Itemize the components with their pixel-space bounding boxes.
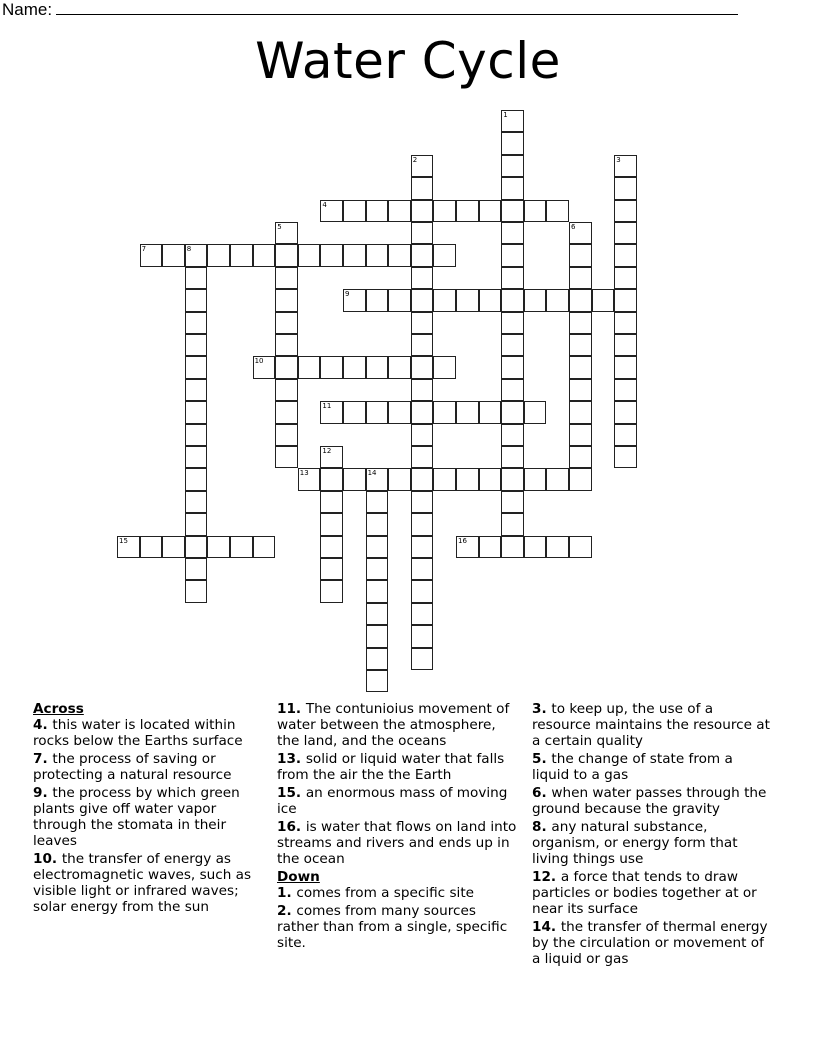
clue-down-5: 5. the change of state from a liquid to a gas xyxy=(532,751,733,783)
grid-cell[interactable] xyxy=(411,536,434,558)
grid-cell[interactable] xyxy=(411,244,434,266)
grid-cell[interactable] xyxy=(614,424,637,446)
grid-cell[interactable] xyxy=(320,446,343,468)
grid-cell[interactable] xyxy=(569,267,592,289)
grid-cell[interactable] xyxy=(614,401,637,423)
clues-column-3 xyxy=(532,701,772,969)
grid-cell[interactable] xyxy=(411,289,434,311)
clues-column-1 xyxy=(33,701,273,917)
grid-cell[interactable] xyxy=(320,558,343,580)
grid-cell[interactable] xyxy=(275,379,298,401)
clue-across-10: 10. the transfer of energy as electromagnetic waves, such as visible light or infrared waves; solar energy from the sun xyxy=(33,851,252,915)
down-heading: Down xyxy=(277,869,320,885)
grid-cell[interactable] xyxy=(614,200,637,222)
grid-cell[interactable] xyxy=(433,289,456,311)
grid-cell[interactable] xyxy=(253,356,276,378)
grid-cell[interactable] xyxy=(479,536,502,558)
grid-cell[interactable] xyxy=(388,289,411,311)
clue-down-8: 8. any natural substance, organism, or energy form that living things use xyxy=(532,819,738,867)
grid-cell[interactable] xyxy=(343,401,366,423)
grid-cell[interactable] xyxy=(343,468,366,490)
grid-cell[interactable] xyxy=(230,536,253,558)
grid-cell[interactable] xyxy=(185,468,208,490)
grid-cell[interactable] xyxy=(479,401,502,423)
grid-cell[interactable] xyxy=(366,289,389,311)
grid-cell[interactable] xyxy=(411,155,434,177)
clue-number: 13 xyxy=(277,751,296,767)
grid-cell[interactable] xyxy=(569,356,592,378)
clue-text: the change of state from a liquid to a gas xyxy=(532,751,733,783)
grid-cell[interactable] xyxy=(411,200,434,222)
grid-cell[interactable] xyxy=(546,536,569,558)
grid-cell[interactable] xyxy=(569,289,592,311)
grid-cell[interactable] xyxy=(162,536,185,558)
grid-cell[interactable] xyxy=(569,446,592,468)
grid-cell[interactable] xyxy=(411,401,434,423)
grid-cell[interactable] xyxy=(456,200,479,222)
grid-cell[interactable] xyxy=(185,356,208,378)
grid-cell[interactable] xyxy=(366,468,389,490)
grid-cell[interactable] xyxy=(366,244,389,266)
grid-cell[interactable] xyxy=(569,379,592,401)
grid-cell[interactable] xyxy=(614,267,637,289)
grid-cell[interactable] xyxy=(433,468,456,490)
clues-column-2 xyxy=(277,701,517,953)
grid-cell[interactable] xyxy=(546,468,569,490)
grid-cell[interactable] xyxy=(501,200,524,222)
grid-cell[interactable] xyxy=(411,625,434,647)
grid-cell[interactable] xyxy=(185,491,208,513)
grid-cell[interactable] xyxy=(185,558,208,580)
grid-cell[interactable] xyxy=(411,267,434,289)
cell-number: 15 xyxy=(119,536,128,545)
grid-cell[interactable] xyxy=(411,379,434,401)
grid-cell[interactable] xyxy=(614,244,637,266)
grid-cell[interactable] xyxy=(298,468,321,490)
grid-cell[interactable] xyxy=(298,356,321,378)
grid-cell[interactable] xyxy=(524,200,547,222)
grid-cell[interactable] xyxy=(343,244,366,266)
grid-cell[interactable] xyxy=(343,356,366,378)
clue-number: 9 xyxy=(33,785,43,801)
clue-number: 1 xyxy=(277,885,287,901)
grid-cell[interactable] xyxy=(569,312,592,334)
grid-cell[interactable] xyxy=(366,558,389,580)
grid-cell[interactable] xyxy=(614,177,637,199)
grid-cell[interactable] xyxy=(501,177,524,199)
clue-down-14: 14. the transfer of thermal energy by the circulation or movement of a liquid or gas xyxy=(532,919,768,967)
grid-cell[interactable] xyxy=(253,244,276,266)
grid-cell[interactable] xyxy=(501,222,524,244)
grid-cell[interactable] xyxy=(320,536,343,558)
grid-cell[interactable] xyxy=(411,513,434,535)
cell-number: 14 xyxy=(367,469,377,478)
grid-cell[interactable] xyxy=(117,536,140,558)
grid-cell[interactable] xyxy=(366,536,389,558)
grid-cell[interactable] xyxy=(456,401,479,423)
grid-cell[interactable] xyxy=(614,334,637,356)
grid-cell[interactable] xyxy=(501,334,524,356)
page-title: Water Cycle xyxy=(255,32,561,90)
grid-cell[interactable] xyxy=(185,424,208,446)
cell-number: 6 xyxy=(571,223,576,231)
grid-cell[interactable] xyxy=(298,244,321,266)
grid-cell[interactable] xyxy=(185,580,208,602)
clue-across-7: 7. the process of saving or protecting a natural resource xyxy=(33,751,232,783)
grid-cell[interactable] xyxy=(388,356,411,378)
clue-text: this water is located within rocks below the Earths surface xyxy=(33,717,243,749)
grid-cell[interactable] xyxy=(185,289,208,311)
grid-cell[interactable] xyxy=(501,267,524,289)
grid-cell[interactable] xyxy=(569,401,592,423)
grid-cell[interactable] xyxy=(501,110,524,132)
grid-cell[interactable] xyxy=(569,424,592,446)
clue-text: the transfer of thermal energy by the circulation or movement of a liquid or gas xyxy=(532,919,768,967)
clue-down-1: 1. comes from a specific site xyxy=(277,885,475,901)
clue-across-4: 4. this water is located within rocks below the Earths surface xyxy=(33,717,243,749)
clue-text: comes from a specific site xyxy=(296,885,475,901)
grid-cell[interactable] xyxy=(501,312,524,334)
grid-cell[interactable] xyxy=(162,244,185,266)
grid-cell[interactable] xyxy=(479,468,502,490)
name-field[interactable] xyxy=(2,0,738,20)
grid-cell[interactable] xyxy=(320,580,343,602)
grid-cell[interactable] xyxy=(343,200,366,222)
grid-cell[interactable] xyxy=(388,200,411,222)
cell-number: 1 xyxy=(503,111,508,119)
grid-cell[interactable] xyxy=(501,424,524,446)
grid-cell[interactable] xyxy=(320,200,343,222)
cell-number: 9 xyxy=(345,290,350,299)
grid-cell[interactable] xyxy=(275,222,298,244)
grid-cell[interactable] xyxy=(366,603,389,625)
clue-number: 16 xyxy=(277,819,296,835)
grid-cell[interactable] xyxy=(185,379,208,401)
grid-cell[interactable] xyxy=(320,244,343,266)
clue-across-15: 15. an enormous mass of moving ice xyxy=(277,785,508,817)
clue-number: 2 xyxy=(277,903,287,919)
clue-number: 6 xyxy=(532,785,542,801)
grid-cell[interactable] xyxy=(185,513,208,535)
grid-cell[interactable] xyxy=(614,379,637,401)
grid-cell[interactable] xyxy=(185,267,208,289)
grid-cell[interactable] xyxy=(275,424,298,446)
grid-cell[interactable] xyxy=(433,200,456,222)
grid-cell[interactable] xyxy=(456,289,479,311)
grid-cell[interactable] xyxy=(411,356,434,378)
grid-cell[interactable] xyxy=(366,625,389,647)
grid-cell[interactable] xyxy=(433,356,456,378)
clue-text: is water that flows on land into streams and rivers and ends up in the ocean xyxy=(277,819,517,867)
grid-cell[interactable] xyxy=(185,446,208,468)
grid-cell[interactable] xyxy=(185,401,208,423)
cell-number: 13 xyxy=(299,469,309,478)
clue-text: The contunioius movement of water between the atmosphere, the land, and the oceans xyxy=(277,701,510,749)
clue-text: any natural substance, organism, or energy form that living things use xyxy=(532,819,738,867)
grid-cell[interactable] xyxy=(320,513,343,535)
clue-down-12: 12. a force that tends to draw particles or bodies together at or near its surface xyxy=(532,869,757,917)
grid-cell[interactable] xyxy=(614,446,637,468)
grid-cell[interactable] xyxy=(275,267,298,289)
grid-cell[interactable] xyxy=(501,155,524,177)
cell-number: 3 xyxy=(616,155,621,164)
grid-cell[interactable] xyxy=(546,200,569,222)
grid-cell[interactable] xyxy=(411,491,434,513)
cell-number: 7 xyxy=(141,245,147,254)
grid-cell[interactable] xyxy=(275,244,298,266)
grid-cell[interactable] xyxy=(614,312,637,334)
grid-cell[interactable] xyxy=(140,536,163,558)
clue-number: 7 xyxy=(33,751,43,767)
grid-cell[interactable] xyxy=(411,424,434,446)
grid-cell[interactable] xyxy=(388,468,411,490)
clue-down-3: 3. to keep up, the use of a resource maintains the resource at a certain quality xyxy=(532,701,770,749)
grid-cell[interactable] xyxy=(501,491,524,513)
grid-cell[interactable] xyxy=(524,536,547,558)
grid-cell[interactable] xyxy=(411,468,434,490)
grid-cell[interactable] xyxy=(501,132,524,154)
clue-number: 12 xyxy=(532,869,551,885)
grid-cell[interactable] xyxy=(185,312,208,334)
grid-cell[interactable] xyxy=(411,558,434,580)
grid-cell[interactable] xyxy=(501,468,524,490)
grid-cell[interactable] xyxy=(366,401,389,423)
clue-across-11: 11. The contunioius movement of water between the atmosphere, the land, and the oceans xyxy=(277,701,510,749)
cell-number: 8 xyxy=(186,245,192,254)
grid-cell[interactable] xyxy=(614,155,637,177)
grid-cell[interactable] xyxy=(366,513,389,535)
grid-cell[interactable] xyxy=(501,244,524,266)
grid-cell[interactable] xyxy=(275,446,298,468)
grid-cell[interactable] xyxy=(479,200,502,222)
grid-cell[interactable] xyxy=(388,401,411,423)
grid-cell[interactable] xyxy=(275,289,298,311)
clue-across-16: 16. is water that flows on land into streams and rivers and ends up in the ocean xyxy=(277,819,517,867)
grid-cell[interactable] xyxy=(366,670,389,692)
grid-cell[interactable] xyxy=(207,244,230,266)
grid-cell[interactable] xyxy=(366,648,389,670)
clue-number: 10 xyxy=(33,851,52,867)
grid-cell[interactable] xyxy=(501,401,524,423)
grid-cell[interactable] xyxy=(411,580,434,602)
grid-cell[interactable] xyxy=(569,536,592,558)
clue-number: 15 xyxy=(277,785,296,801)
clue-text: an enormous mass of moving ice xyxy=(277,785,508,817)
grid-cell[interactable] xyxy=(275,401,298,423)
grid-cell[interactable] xyxy=(411,446,434,468)
clue-text: to keep up, the use of a resource maintains the resource at a certain quality xyxy=(532,701,770,749)
clue-across-13: 13. solid or liquid water that falls from the air the the Earth xyxy=(277,751,505,783)
clue-number: 4 xyxy=(33,717,43,733)
grid-cell[interactable] xyxy=(479,289,502,311)
grid-cell[interactable] xyxy=(501,536,524,558)
grid-cell[interactable] xyxy=(320,468,343,490)
cell-number: 12 xyxy=(322,447,332,455)
grid-cell[interactable] xyxy=(614,356,637,378)
clue-text: comes from many sources rather than from a single, specific site. xyxy=(277,903,508,951)
name-label: Name: xyxy=(2,0,53,19)
grid-cell[interactable] xyxy=(569,244,592,266)
grid-cell[interactable] xyxy=(320,491,343,513)
clue-text: the process of saving or protecting a natural resource xyxy=(33,751,232,783)
cell-number: 5 xyxy=(277,223,282,231)
grid-cell[interactable] xyxy=(320,401,343,423)
grid-cell[interactable] xyxy=(185,244,208,266)
grid-cell[interactable] xyxy=(411,177,434,199)
grid-cell[interactable] xyxy=(614,289,637,311)
clue-number: 14 xyxy=(532,919,551,935)
grid-cell[interactable] xyxy=(185,536,208,558)
grid-cell[interactable] xyxy=(275,312,298,334)
grid-cell[interactable] xyxy=(433,401,456,423)
grid-cell[interactable] xyxy=(456,468,479,490)
grid-cell[interactable] xyxy=(366,491,389,513)
grid-cell[interactable] xyxy=(569,334,592,356)
grid-cell[interactable] xyxy=(366,580,389,602)
clue-across-9: 9. the process by which green plants give off water vapor through the stomata in their leaves xyxy=(33,785,240,849)
clue-number: 11 xyxy=(277,701,296,717)
clue-number: 3 xyxy=(532,701,542,717)
grid-cell[interactable] xyxy=(433,244,456,266)
grid-cell[interactable] xyxy=(411,603,434,625)
grid-cell[interactable] xyxy=(614,222,637,244)
grid-cell[interactable] xyxy=(501,289,524,311)
cell-number: 16 xyxy=(458,536,467,545)
grid-cell[interactable] xyxy=(411,648,434,670)
grid-cell[interactable] xyxy=(546,289,569,311)
clue-text: the transfer of energy as electromagnetic waves, such as visible light or infrared waves; solar energy from the sun xyxy=(33,851,252,915)
cell-number: 4 xyxy=(322,200,327,209)
grid-cell[interactable] xyxy=(501,356,524,378)
grid-cell[interactable] xyxy=(275,356,298,378)
grid-cell[interactable] xyxy=(207,536,230,558)
clue-text: the process by which green plants give off water vapor through the stomata in their leaves xyxy=(33,785,240,849)
grid-cell[interactable] xyxy=(411,312,434,334)
clue-text: a force that tends to draw particles or bodies together at or near its surface xyxy=(532,869,757,917)
grid-cell[interactable] xyxy=(569,222,592,244)
grid-cell[interactable] xyxy=(524,468,547,490)
grid-cell[interactable] xyxy=(185,334,208,356)
grid-cell[interactable] xyxy=(366,200,389,222)
clue-number: 5 xyxy=(532,751,542,767)
clue-number: 8 xyxy=(532,819,542,835)
grid-cell[interactable] xyxy=(411,334,434,356)
grid-cell[interactable] xyxy=(524,401,547,423)
clue-text: solid or liquid water that falls from the air the the Earth xyxy=(277,751,505,783)
grid-cell[interactable] xyxy=(501,379,524,401)
grid-cell[interactable] xyxy=(592,289,615,311)
grid-cell[interactable] xyxy=(501,513,524,535)
grid-cell[interactable] xyxy=(569,468,592,490)
grid-cell[interactable] xyxy=(275,334,298,356)
grid-cell[interactable] xyxy=(253,536,276,558)
grid-cell[interactable] xyxy=(320,356,343,378)
across-heading: Across xyxy=(33,701,84,717)
grid-cell[interactable] xyxy=(343,289,366,311)
cell-number: 11 xyxy=(322,402,332,411)
grid-cell[interactable] xyxy=(524,289,547,311)
grid-cell[interactable] xyxy=(140,244,163,266)
clue-down-2: 2. comes from many sources rather than from a single, specific site. xyxy=(277,903,508,951)
grid-cell[interactable] xyxy=(501,446,524,468)
grid-cell[interactable] xyxy=(411,222,434,244)
grid-cell[interactable] xyxy=(456,536,479,558)
grid-cell[interactable] xyxy=(388,244,411,266)
name-underline[interactable] xyxy=(56,0,738,15)
grid-cell[interactable] xyxy=(366,356,389,378)
cell-number: 10 xyxy=(254,357,264,366)
clue-down-6: 6. when water passes through the ground because the gravity xyxy=(532,785,767,817)
clue-text: when water passes through the ground because the gravity xyxy=(532,785,767,817)
cell-number: 2 xyxy=(412,155,418,164)
grid-cell[interactable] xyxy=(230,244,253,266)
